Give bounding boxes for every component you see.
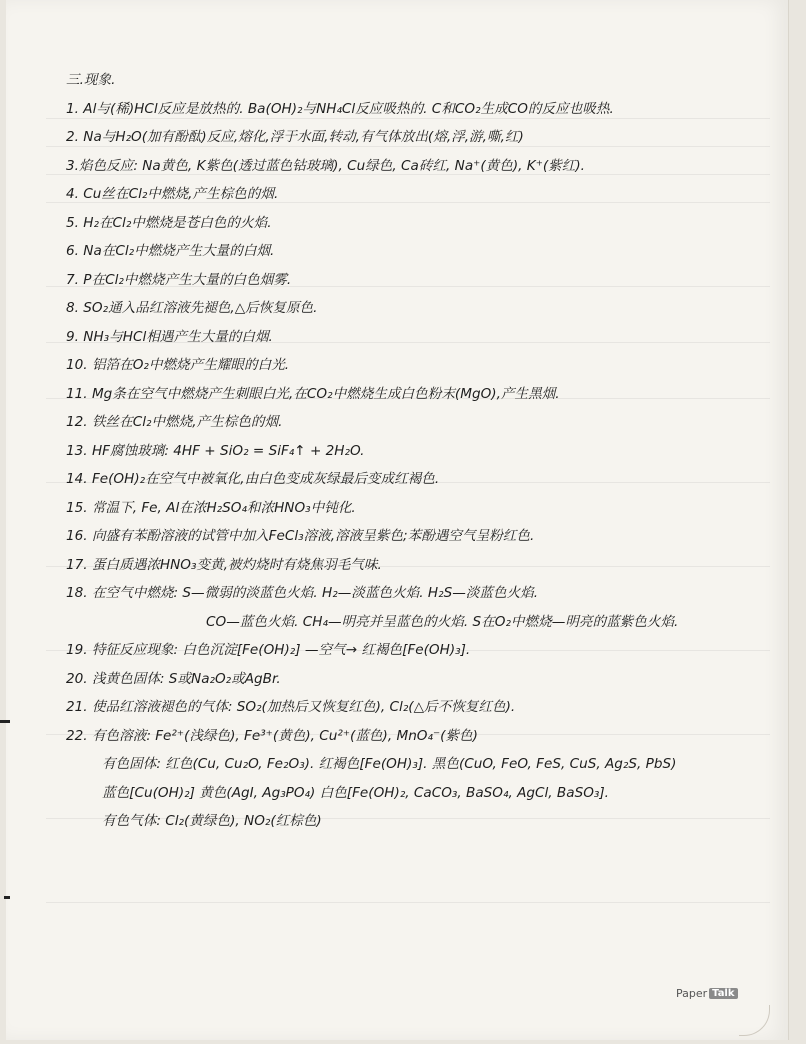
ruled-line: [46, 902, 770, 903]
note-line-21: 21. 使品红溶液褪色的气体: SO₂(加热后又恢复红色), Cl₂(△后不恢复红色).: [66, 699, 516, 715]
note-line-4: 4. Cu丝在Cl₂中燃烧,产生棕色的烟.: [66, 186, 279, 202]
note-line-18-continued: CO—蓝色火焰. CH₄—明亮并呈蓝色的火焰. S在O₂中燃烧—明亮的蓝紫色火焰.: [206, 613, 679, 630]
note-line-10: 10. 铝箔在O₂中燃烧产生耀眼的白光.: [66, 357, 290, 373]
note-line-7: 7. P在Cl₂中燃烧产生大量的白色烟雾.: [66, 271, 292, 288]
margin-tick-mark: [4, 896, 10, 899]
note-line-15: 15. 常温下, Fe, Al在浓H₂SO₄和浓HNO₃中钝化.: [66, 499, 356, 516]
margin-tick-mark: [0, 720, 10, 723]
note-line-2: 2. Na与H₂O(加有酚酞)反应,熔化,浮于水面,转动,有气体放出(熔,浮,游,嘶,红): [66, 129, 524, 145]
note-line-22: 22. 有色溶液: Fe²⁺(浅绿色), Fe³⁺(黄色), Cu²⁺(蓝色), MnO₄⁻(紫色): [66, 727, 478, 744]
note-line-22-solids-2: 蓝色[Cu(OH)₂] 黄色(AgI, Ag₃PO₄) 白色[Fe(OH)₂, CaCO₃, BaSO₄, AgCl, BaSO₃].: [102, 784, 609, 801]
papertalk-logo: [676, 987, 738, 1000]
page-corner-curl: [739, 1005, 770, 1036]
note-line-8: 8. SO₂通入品红溶液先褪色,△后恢复原色.: [66, 300, 318, 316]
section-title: 三.现象.: [66, 72, 116, 88]
note-line-18: 18. 在空气中燃烧: S—微弱的淡蓝色火焰. H₂—淡蓝色火焰. H₂S—淡蓝色火焰.: [66, 585, 539, 601]
note-line-20: 20. 浅黄色固体: S或Na₂O₂或AgBr.: [66, 670, 281, 687]
note-line-22-gases: 有色气体: Cl₂(黄绿色), NO₂(红棕色): [102, 813, 322, 829]
note-line-1: 1. Al与(稀)HCl反应是放热的. Ba(OH)₂与NH₄Cl反应吸热的. C和CO₂生成CO的反应也吸热.: [66, 100, 614, 117]
note-line-17: 17. 蛋白质遇浓HNO₃变黄,被灼烧时有烧焦羽毛气味.: [66, 556, 382, 573]
note-line-11: 11. Mg条在空气中燃烧产生刺眼白光,在CO₂中燃烧生成白色粉末(MgO),产生黑烟.: [66, 385, 560, 402]
note-line-16: 16. 向盛有苯酚溶液的试管中加入FeCl₃溶液,溶液呈紫色;苯酚遇空气呈粉红色.: [66, 528, 535, 544]
note-line-6: 6. Na在Cl₂中燃烧产生大量的白烟.: [66, 243, 275, 259]
logo-talk-badge: Talk: [709, 988, 737, 999]
note-line-12: 12. 铁丝在Cl₂中燃烧,产生棕色的烟.: [66, 414, 283, 430]
note-line-5: 5. H₂在Cl₂中燃烧是苍白色的火焰.: [66, 214, 272, 231]
note-line-22-solids: 有色固体: 红色(Cu, Cu₂O, Fe₂O₃). 红褐色[Fe(OH)₃]. 黑色(CuO, FeO, FeS, CuS, Ag₂S, PbS): [102, 756, 677, 772]
note-line-19: 19. 特征反应现象: 白色沉淀[Fe(OH)₂] —空气→ 红褐色[Fe(OH)₃].: [66, 642, 471, 658]
note-line-3: 3.焰色反应: Na黄色, K紫色(透过蓝色钴玻璃), Cu绿色, Ca砖红, Na⁺(黄色), K⁺(紫红).: [66, 157, 585, 174]
handwritten-notes: [66, 66, 786, 836]
note-line-14: 14. Fe(OH)₂在空气中被氧化,由白色变成灰绿最后变成红褐色.: [66, 471, 440, 487]
note-line-9: 9. NH₃与HCl相遇产生大量的白烟.: [66, 328, 273, 345]
logo-paper-text: Paper: [676, 987, 708, 1000]
note-line-13: 13. HF腐蚀玻璃: 4HF + SiO₂ = SiF₄↑ + 2H₂O.: [66, 442, 365, 459]
